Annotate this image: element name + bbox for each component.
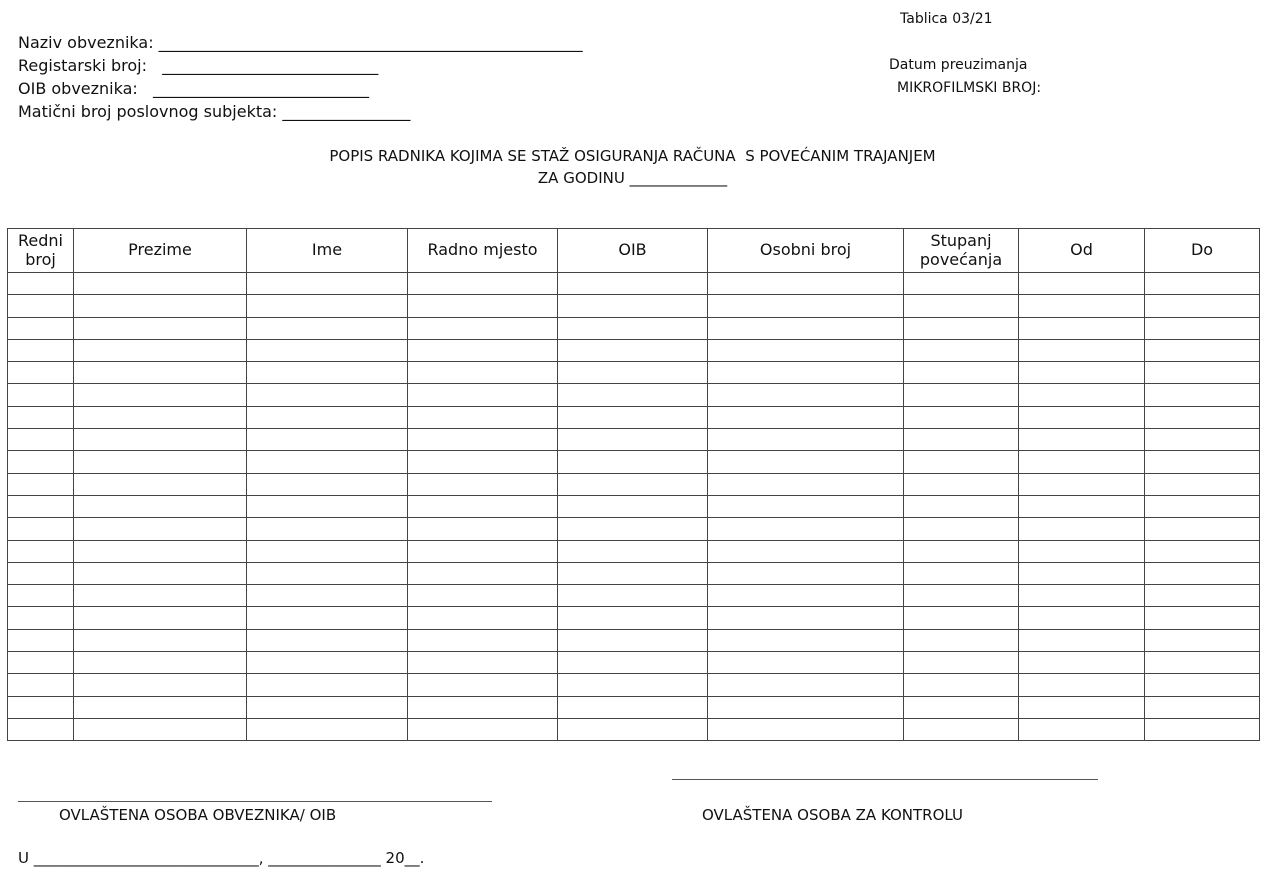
table-cell[interactable] [74, 718, 247, 740]
table-cell[interactable] [904, 429, 1019, 451]
table-cell[interactable] [247, 406, 408, 428]
table-cell[interactable] [74, 495, 247, 517]
table-cell[interactable] [1019, 295, 1145, 317]
field-registarski-broj: Registarski broj: ___________________________ [18, 56, 379, 75]
table-cell[interactable] [708, 339, 904, 361]
table-cell[interactable] [708, 317, 904, 339]
table-cell[interactable] [247, 518, 408, 540]
left-signature-label: OVLAŠTENA OSOBA OBVEZNIKA/ OIB [59, 806, 337, 824]
table-cell[interactable] [1145, 562, 1260, 584]
table-cell[interactable] [8, 629, 74, 651]
table-cell[interactable] [8, 451, 74, 473]
table-cell[interactable] [8, 495, 74, 517]
table-cell[interactable] [1019, 718, 1145, 740]
column-header-radno-mjesto: Radno mjesto [408, 229, 558, 273]
table-cell[interactable] [74, 473, 247, 495]
field-naziv-obveznika: Naziv obveznika: _____________________________________________________ [18, 33, 583, 52]
table-cell[interactable] [558, 273, 708, 295]
table-cell[interactable] [1145, 629, 1260, 651]
table-cell[interactable] [74, 518, 247, 540]
table-cell[interactable] [708, 562, 904, 584]
table-cell[interactable] [1019, 585, 1145, 607]
field-maticni-broj: Matični broj poslovnog subjekta: ________________ [18, 102, 411, 121]
column-header-stupanj-povecanja: Stupanj povećanja [904, 229, 1019, 273]
table-row [8, 473, 1260, 495]
table-cell[interactable] [247, 362, 408, 384]
table-cell[interactable] [1145, 295, 1260, 317]
right-signature-label: OVLAŠTENA OSOBA ZA KONTROLU [702, 806, 963, 824]
table-cell[interactable] [8, 518, 74, 540]
table-cell[interactable] [1145, 718, 1260, 740]
table-cell[interactable] [904, 495, 1019, 517]
column-header-ime: Ime [247, 229, 408, 273]
table-cell[interactable] [1019, 317, 1145, 339]
table-cell[interactable] [904, 629, 1019, 651]
table-cell[interactable] [1145, 540, 1260, 562]
table-cell[interactable] [904, 362, 1019, 384]
table-cell[interactable] [247, 540, 408, 562]
table-cell[interactable] [558, 495, 708, 517]
table-cell[interactable] [904, 652, 1019, 674]
table-cell[interactable] [558, 317, 708, 339]
table-row [8, 339, 1260, 361]
table-cell[interactable] [1145, 406, 1260, 428]
table-cell[interactable] [408, 406, 558, 428]
workers-table [7, 228, 1260, 741]
table-cell[interactable] [8, 652, 74, 674]
table-cell[interactable] [1019, 495, 1145, 517]
table-cell[interactable] [904, 585, 1019, 607]
table-cell[interactable] [74, 540, 247, 562]
table-cell[interactable] [558, 384, 708, 406]
table-cell[interactable] [708, 273, 904, 295]
table-row [8, 317, 1260, 339]
table-cell[interactable] [247, 674, 408, 696]
table-cell[interactable] [8, 674, 74, 696]
table-cell[interactable] [408, 652, 558, 674]
table-cell[interactable] [247, 384, 408, 406]
table-cell[interactable] [408, 518, 558, 540]
table-cell[interactable] [74, 696, 247, 718]
table-cell[interactable] [558, 585, 708, 607]
table-header-row [8, 229, 1260, 273]
table-cell[interactable] [1145, 339, 1260, 361]
table-cell[interactable] [708, 295, 904, 317]
table-row [8, 562, 1260, 584]
table-cell[interactable] [708, 585, 904, 607]
table-cell[interactable] [408, 607, 558, 629]
table-cell[interactable] [74, 362, 247, 384]
table-cell[interactable] [1145, 652, 1260, 674]
table-cell[interactable] [904, 540, 1019, 562]
field-datum-preuzimanja: Datum preuzimanja [889, 57, 1028, 73]
table-cell[interactable] [74, 384, 247, 406]
table-cell[interactable] [708, 607, 904, 629]
table-cell[interactable] [708, 718, 904, 740]
table-cell[interactable] [1019, 629, 1145, 651]
table-cell[interactable] [74, 339, 247, 361]
table-cell[interactable] [708, 429, 904, 451]
column-header-redni-broj: Redni broj [8, 229, 74, 273]
table-row [8, 540, 1260, 562]
table-cell[interactable] [8, 696, 74, 718]
table-cell[interactable] [8, 607, 74, 629]
table-cell[interactable] [904, 406, 1019, 428]
column-header-do: Do [1145, 229, 1260, 273]
table-cell[interactable] [1019, 273, 1145, 295]
table-cell[interactable] [74, 317, 247, 339]
table-cell[interactable] [74, 429, 247, 451]
table-cell[interactable] [247, 585, 408, 607]
table-cell[interactable] [74, 607, 247, 629]
table-cell[interactable] [1019, 384, 1145, 406]
table-cell[interactable] [904, 384, 1019, 406]
table-cell[interactable] [8, 339, 74, 361]
table-cell[interactable] [247, 495, 408, 517]
table-cell[interactable] [8, 718, 74, 740]
table-cell[interactable] [408, 562, 558, 584]
table-cell[interactable] [408, 495, 558, 517]
table-cell[interactable] [904, 339, 1019, 361]
table-cell[interactable] [1019, 429, 1145, 451]
table-cell[interactable] [408, 339, 558, 361]
table-cell[interactable] [247, 429, 408, 451]
table-cell[interactable] [708, 362, 904, 384]
table-cell[interactable] [558, 540, 708, 562]
table-cell[interactable] [247, 451, 408, 473]
table-cell[interactable] [904, 295, 1019, 317]
table-cell[interactable] [708, 495, 904, 517]
table-cell[interactable] [408, 674, 558, 696]
table-cell[interactable] [558, 718, 708, 740]
table-row [8, 362, 1260, 384]
table-cell[interactable] [708, 652, 904, 674]
table-cell[interactable] [1019, 652, 1145, 674]
table-cell[interactable] [247, 607, 408, 629]
table-cell[interactable] [904, 518, 1019, 540]
table-cell[interactable] [558, 451, 708, 473]
table-row [8, 295, 1260, 317]
table-cell[interactable] [8, 295, 74, 317]
table-cell[interactable] [1145, 362, 1260, 384]
table-cell[interactable] [247, 562, 408, 584]
table-row [8, 518, 1260, 540]
column-header-od: Od [1019, 229, 1145, 273]
table-cell[interactable] [408, 473, 558, 495]
table-cell[interactable] [408, 718, 558, 740]
table-cell[interactable] [408, 629, 558, 651]
table-cell[interactable] [8, 562, 74, 584]
column-header-osobni-broj: Osobni broj [708, 229, 904, 273]
column-header-prezime: Prezime [74, 229, 247, 273]
table-cell[interactable] [558, 629, 708, 651]
table-code: Tablica 03/21 [900, 11, 993, 27]
field-mikrofilmski-broj: MIKROFILMSKI BROJ: [897, 80, 1042, 96]
table-cell[interactable] [247, 696, 408, 718]
table-cell[interactable] [74, 406, 247, 428]
table-row [8, 718, 1260, 740]
table-cell[interactable] [8, 540, 74, 562]
table-cell[interactable] [708, 473, 904, 495]
table-cell[interactable] [408, 362, 558, 384]
table-row [8, 607, 1260, 629]
table-cell[interactable] [1145, 473, 1260, 495]
table-cell[interactable] [708, 406, 904, 428]
table-row [8, 429, 1260, 451]
table-cell[interactable] [8, 429, 74, 451]
table-cell[interactable] [247, 273, 408, 295]
table-cell[interactable] [708, 696, 904, 718]
table-cell[interactable] [1019, 540, 1145, 562]
table-row [8, 273, 1260, 295]
table-cell[interactable] [1019, 406, 1145, 428]
right-signature-line [672, 779, 1098, 780]
table-cell[interactable] [408, 273, 558, 295]
table-cell[interactable] [558, 652, 708, 674]
table-cell[interactable] [408, 317, 558, 339]
table-cell[interactable] [904, 451, 1019, 473]
table-cell[interactable] [708, 540, 904, 562]
table-cell[interactable] [904, 674, 1019, 696]
table-cell[interactable] [1145, 696, 1260, 718]
table-cell[interactable] [708, 451, 904, 473]
table-cell[interactable] [1019, 362, 1145, 384]
table-cell[interactable] [247, 339, 408, 361]
table-row [8, 696, 1260, 718]
table-cell[interactable] [8, 362, 74, 384]
table-cell[interactable] [1019, 473, 1145, 495]
table-cell[interactable] [708, 518, 904, 540]
table-cell[interactable] [408, 384, 558, 406]
table-cell[interactable] [247, 652, 408, 674]
table-cell[interactable] [558, 362, 708, 384]
left-signature-line [18, 801, 492, 802]
table-cell[interactable] [1145, 674, 1260, 696]
table-row [8, 674, 1260, 696]
field-oib-obveznika: OIB obveznika: ___________________________ [18, 79, 370, 98]
table-cell[interactable] [1145, 495, 1260, 517]
form-title: POPIS RADNIKA KOJIMA SE STAŽ OSIGURANJA RAČUNA S POVEĆANIM TRAJANJEM [329, 147, 936, 165]
table-cell[interactable] [8, 273, 74, 295]
table-body [8, 273, 1260, 741]
table-cell[interactable] [247, 473, 408, 495]
table-cell[interactable] [708, 629, 904, 651]
table-row [8, 629, 1260, 651]
table-cell[interactable] [8, 406, 74, 428]
table-row [8, 451, 1260, 473]
table-cell[interactable] [74, 674, 247, 696]
table-cell[interactable] [247, 629, 408, 651]
table-cell[interactable] [558, 562, 708, 584]
table-cell[interactable] [74, 629, 247, 651]
table-cell[interactable] [247, 295, 408, 317]
table-cell[interactable] [1145, 384, 1260, 406]
table-cell[interactable] [904, 718, 1019, 740]
table-cell[interactable] [558, 339, 708, 361]
table-cell[interactable] [558, 518, 708, 540]
table-cell[interactable] [1145, 317, 1260, 339]
table-cell[interactable] [247, 317, 408, 339]
table-cell[interactable] [1019, 696, 1145, 718]
table-cell[interactable] [1019, 339, 1145, 361]
table-cell[interactable] [8, 317, 74, 339]
table-cell[interactable] [558, 406, 708, 428]
table-cell[interactable] [708, 674, 904, 696]
table-cell[interactable] [74, 295, 247, 317]
table-cell[interactable] [1019, 562, 1145, 584]
table-cell[interactable] [558, 696, 708, 718]
table-cell[interactable] [1145, 429, 1260, 451]
table-cell[interactable] [8, 585, 74, 607]
table-cell[interactable] [1019, 451, 1145, 473]
table-cell[interactable] [408, 540, 558, 562]
table-cell[interactable] [408, 585, 558, 607]
table-cell[interactable] [1145, 518, 1260, 540]
table-cell[interactable] [1019, 674, 1145, 696]
table-row [8, 495, 1260, 517]
table-cell[interactable] [1019, 607, 1145, 629]
column-header-oib: OIB [558, 229, 708, 273]
table-cell[interactable] [74, 652, 247, 674]
place-date-line: U ______________________________, _______________ 20__. [18, 849, 425, 867]
table-cell[interactable] [904, 317, 1019, 339]
table-cell[interactable] [408, 696, 558, 718]
table-cell[interactable] [558, 607, 708, 629]
table-row [8, 585, 1260, 607]
table-cell[interactable] [904, 696, 1019, 718]
table-cell[interactable] [904, 473, 1019, 495]
table-cell[interactable] [558, 429, 708, 451]
table-cell[interactable] [558, 473, 708, 495]
table-cell[interactable] [8, 473, 74, 495]
table-row [8, 406, 1260, 428]
table-cell[interactable] [904, 273, 1019, 295]
table-row [8, 384, 1260, 406]
form-title-year: ZA GODINU _____________ [537, 169, 728, 187]
table-cell[interactable] [558, 674, 708, 696]
table-cell[interactable] [708, 384, 904, 406]
table-cell[interactable] [408, 295, 558, 317]
table-cell[interactable] [904, 562, 1019, 584]
table-cell[interactable] [1145, 273, 1260, 295]
table-cell[interactable] [74, 585, 247, 607]
table-cell[interactable] [408, 429, 558, 451]
table-cell[interactable] [1145, 607, 1260, 629]
table-cell[interactable] [558, 295, 708, 317]
table-cell[interactable] [1145, 451, 1260, 473]
table-cell[interactable] [74, 451, 247, 473]
table-cell[interactable] [1145, 585, 1260, 607]
table-row [8, 652, 1260, 674]
table-cell[interactable] [247, 718, 408, 740]
table-cell[interactable] [408, 451, 558, 473]
table-cell[interactable] [74, 273, 247, 295]
table-cell[interactable] [74, 562, 247, 584]
table-cell[interactable] [904, 607, 1019, 629]
table-cell[interactable] [8, 384, 74, 406]
table-cell[interactable] [1019, 518, 1145, 540]
